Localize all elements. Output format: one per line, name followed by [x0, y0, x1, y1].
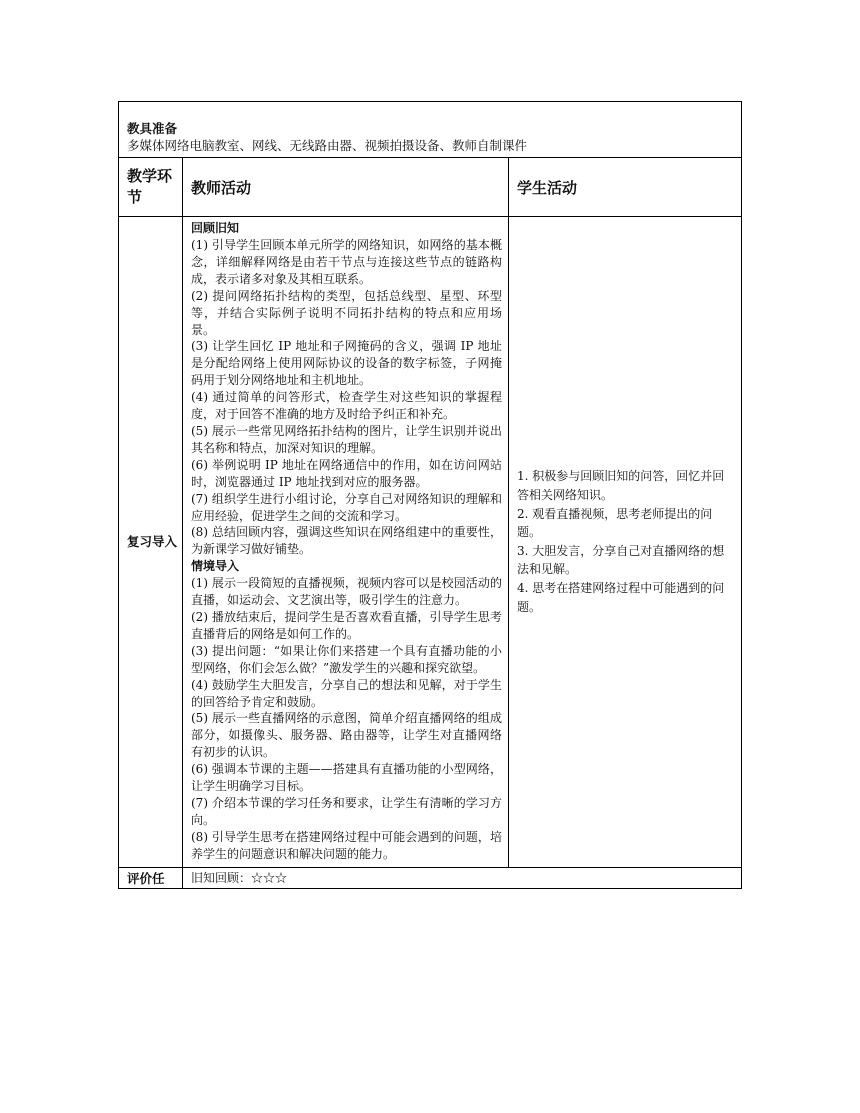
scenario-item: (4) 鼓励学生大胆发言，分享自己的想法和见解，对于学生的回答给予肯定和鼓励。 — [191, 677, 502, 709]
review-item: (1) 引导学生回顾本单元所学的网络知识，如网络的基本概念，详细解释网络是由若干节点与连接这些节点的链路构成，表示诸多对象及其相互联系。 — [191, 238, 502, 286]
student-activity-header: 学生活动 — [509, 158, 742, 217]
scenario-item: (7) 介绍本节课的学习任务和要求，让学生有清晰的学习方向。 — [191, 796, 502, 827]
stage-column-header: 教学环节 — [119, 158, 183, 217]
student-activity-cell — [509, 217, 742, 868]
scenario-item: (5) 展示一些直播网络的示意图，简单介绍直播网络的组成部分，如摄像头、服务器、路由器等，让学生对直播网络有初步的认识。 — [191, 711, 502, 760]
review-item: (8) 总结回顾内容，强调这些知识在网络组建中的重要性，为新课学习做好铺垫。 — [191, 525, 502, 557]
student-item: 4. 思考在搭建网络过程中可能遇到的问题。 — [517, 581, 725, 614]
review-item: (5) 展示一些常见网络拓扑结构的图片，让学生识别并说出其名称和特点，加深对知识的理解。 — [191, 423, 502, 455]
section-title-scenario: 情境导入 — [191, 559, 240, 574]
scenario-item: (6) 强调本节课的主题——搭建具有直播功能的小型网络，让学生明确学习目标。 — [191, 762, 502, 794]
scenario-item: (1) 展示一段简短的直播视频，视频内容可以是校园活动的直播，如运动会、文艺演出等，吸引学生的注意力。 — [191, 576, 502, 608]
teaching-tools-heading: 教具准备 — [127, 121, 178, 136]
student-item: 3. 大胆发言，分享自己对直播网络的想法和见解。 — [517, 543, 725, 577]
section-title-review: 回顾旧知 — [191, 221, 240, 235]
teaching-tools-content: 多媒体网络电脑教室、网线、无线路由器、视频拍摄设备、教师自制课件 — [127, 138, 528, 153]
teacher-activity-cell — [183, 217, 509, 868]
scenario-item: (2) 播放结束后，提问学生是否喜欢看直播，引导学生思考直播背后的网络是如何工作的。 — [191, 610, 502, 641]
lesson-plan-table — [118, 101, 741, 889]
review-item: (6) 举例说明 IP 地址在网络通信中的作用，如在访问网站时，浏览器通过 IP 地址找到对应的服务器。 — [191, 457, 502, 489]
student-item: 1. 积极参与回顾旧知的问答，回忆并回答相关网络知识。 — [517, 469, 725, 503]
scenario-item: (8) 引导学生思考在搭建网络过程中可能会遇到的问题，培养学生的问题意识和解决问题的能力。 — [191, 829, 502, 861]
review-item: (3) 让学生回忆 IP 地址和子网掩码的含义，强调 IP 地址是分配给网络上使用网际协议的设备的数字标签，子网掩码用于划分网络地址和主机地址。 — [191, 339, 502, 388]
student-item: 2. 观看直播视频，思考老师提出的问题。 — [517, 506, 713, 540]
review-item: (4) 通过简单的问答形式，检查学生对这些知识的掌握程度，对于回答不准确的地方及时给予纠正和补充。 — [191, 390, 502, 422]
review-item: (2) 提问网络拓扑结构的类型，包括总线型、星型、环型等，并结合实际例子说明不同拓扑结构的特点和应用场景。 — [191, 288, 502, 337]
evaluation-label: 评价任 — [119, 867, 183, 888]
scenario-item: (3) 提出问题：“如果让你们来搭建一个具有直播功能的小型网络，你们会怎么做？”激发学生的兴趣和探究欲望。 — [191, 643, 502, 675]
stage-review-intro: 复习导入 — [119, 217, 183, 868]
teaching-tools-cell — [119, 102, 742, 158]
review-item: (7) 组织学生进行小组讨论，分享自己对网络知识的理解和应用经验，促进学生之间的交流和学习。 — [191, 491, 502, 523]
evaluation-content: 旧知回顾：☆☆☆ — [183, 867, 742, 888]
teacher-activity-header: 教师活动 — [183, 158, 509, 217]
